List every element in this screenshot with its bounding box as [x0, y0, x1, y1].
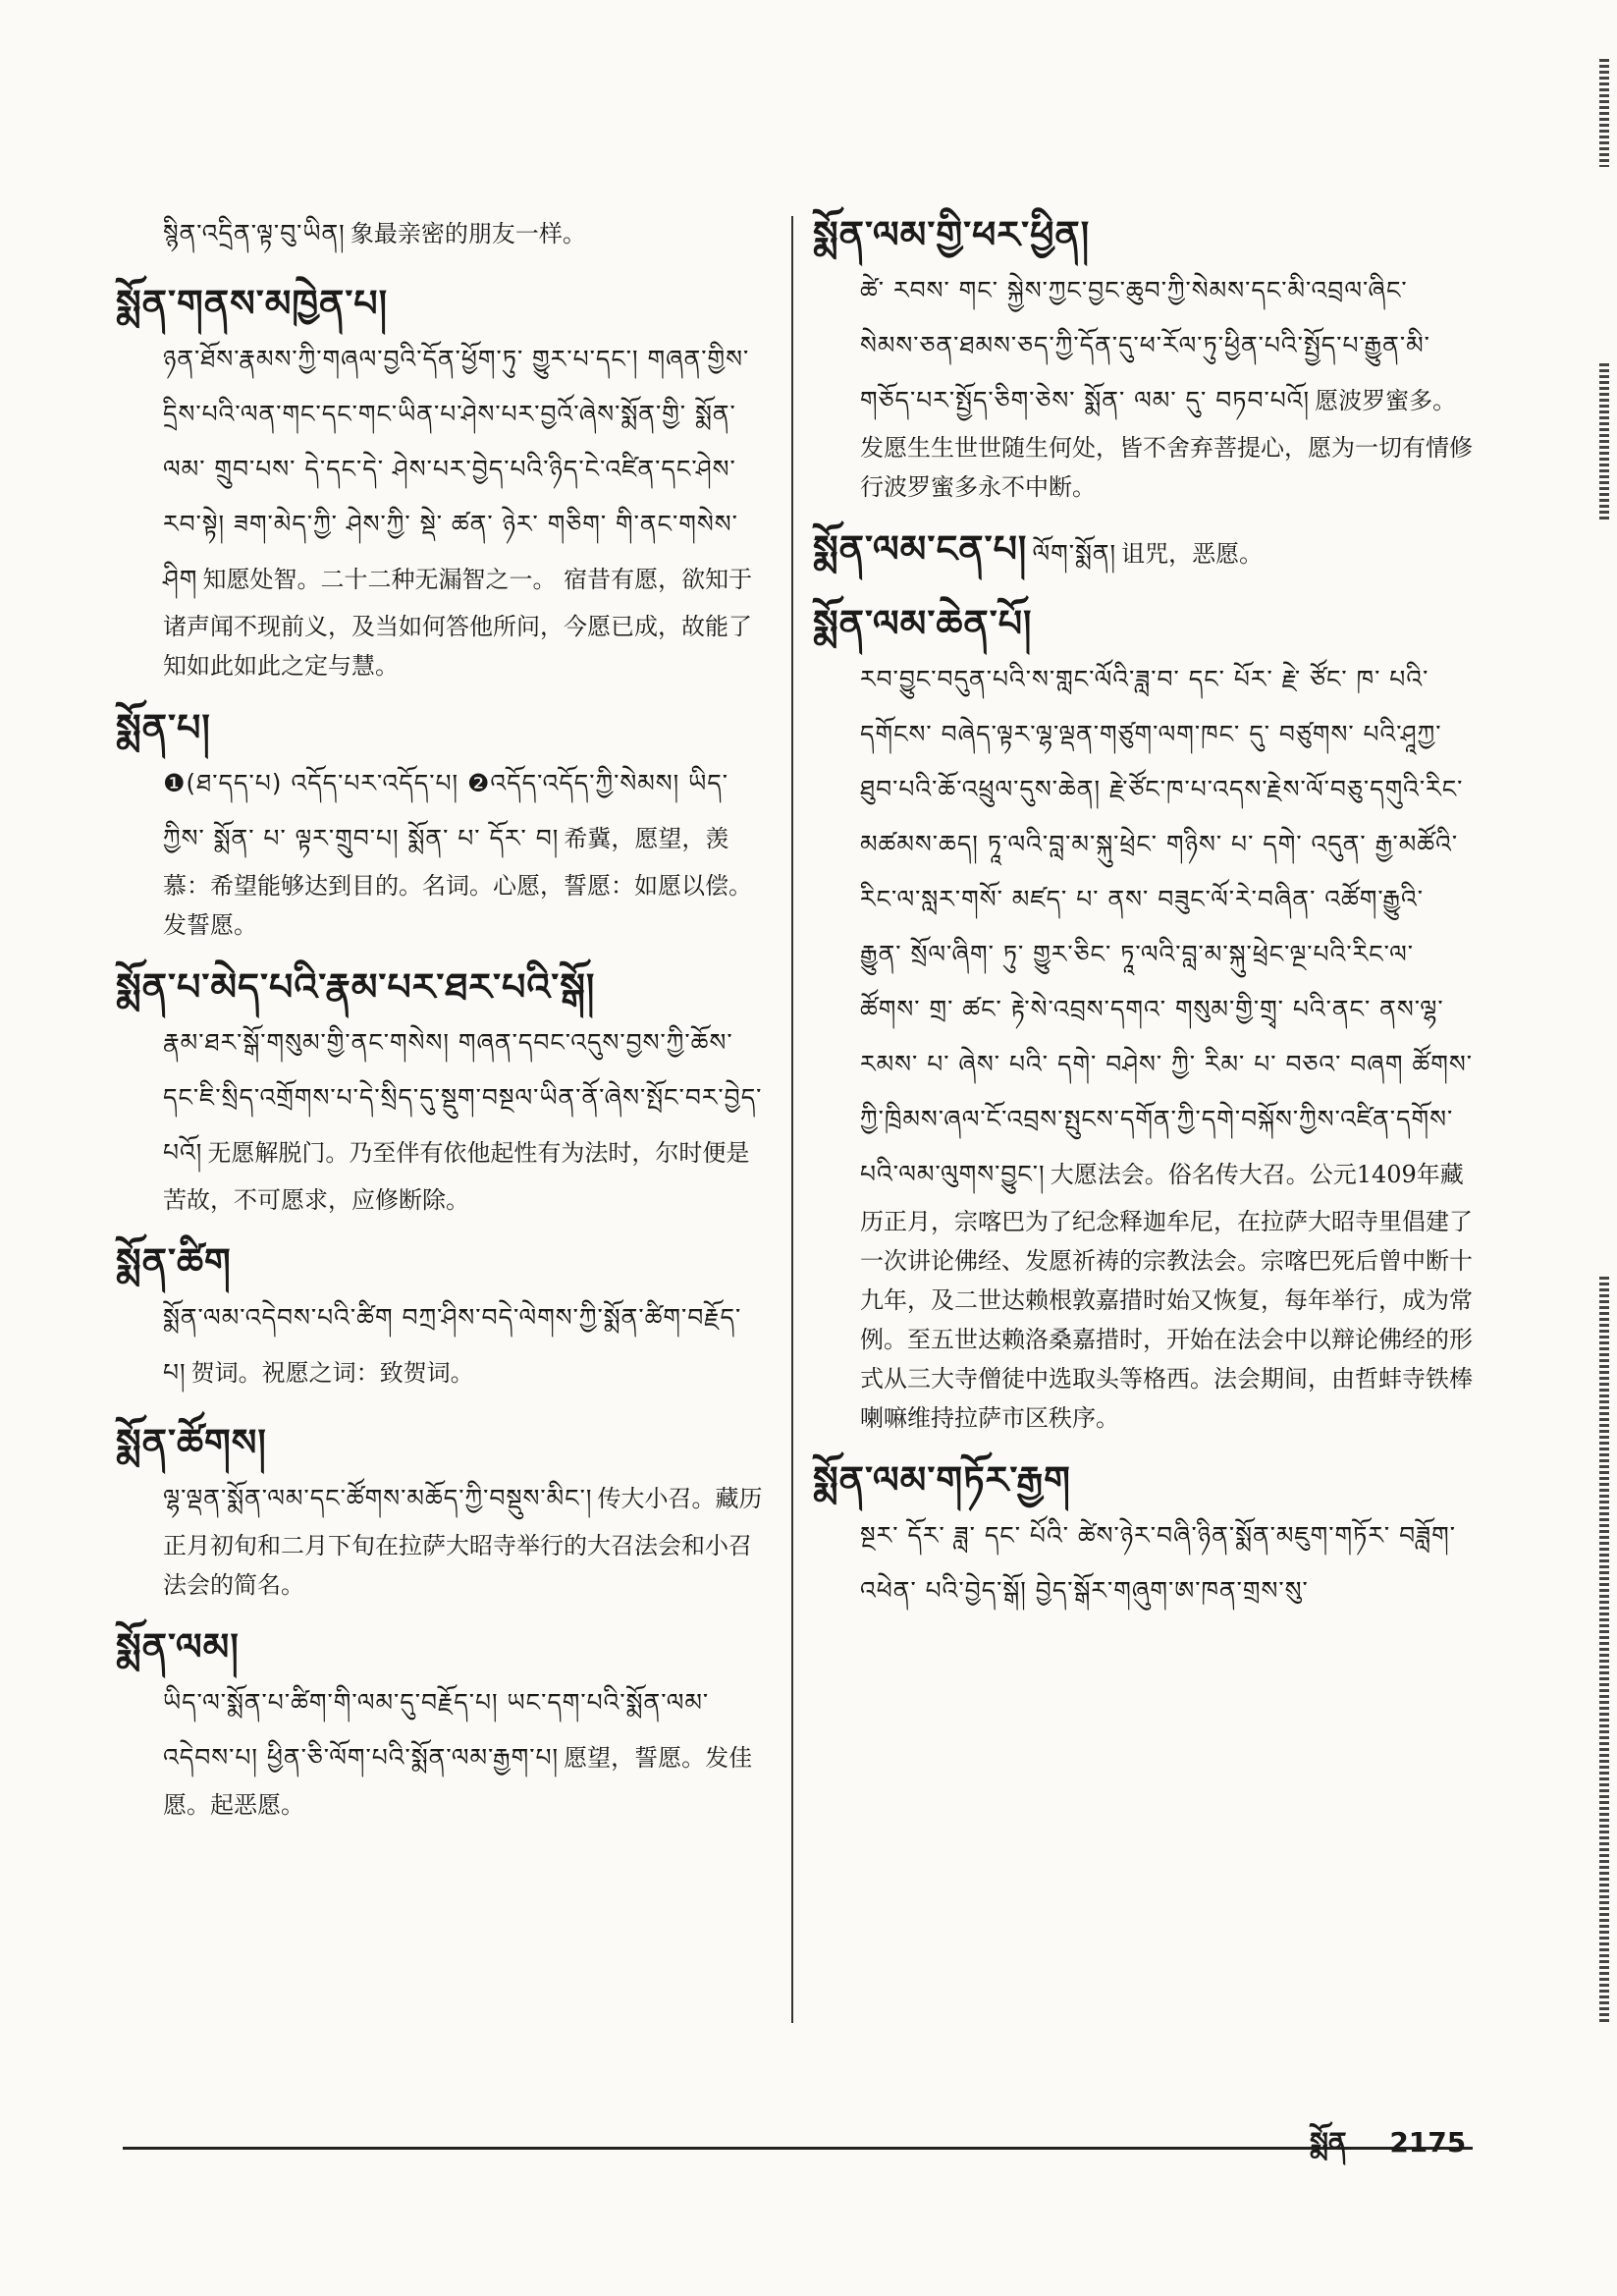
- headword: སྨོན་གནས་མཁྱེན་པ།: [116, 282, 389, 325]
- dictionary-entry: [813, 1451, 1473, 1618]
- entry-body: [813, 1508, 1473, 1618]
- tibetan-definition: སྨོན་ལམ་འདེབས་པའི་ཚིག བཀྲ་ཤིས་བདེ་ལེགས་ཀྱི་སྨོན་ཚིག་བརྗོད་པ།: [163, 1303, 742, 1387]
- dictionary-entry: [116, 1414, 764, 1605]
- tibetan-definition: སྙིན་འདྲིན་ལྟ་བུ་ཡིན།: [163, 219, 346, 247]
- bottom-rule: [123, 2147, 1473, 2150]
- entry-body: [813, 652, 1473, 1438]
- page-number: 2175: [1389, 2126, 1467, 2159]
- chinese-definition: 诅咒，恶愿。: [1121, 540, 1264, 568]
- dictionary-entry: [813, 595, 1473, 1438]
- chinese-definition: 无愿解脱门。乃至伴有依他起性有为法时，尔时便是苦故，不可愿求，应修断除。: [163, 1139, 750, 1214]
- headword: སྨོན་པ་མེད་པའི་རྣམ་པར་ཐར་པའི་སྒོ།: [116, 965, 596, 1009]
- scan-edge-mark: [1599, 59, 1609, 167]
- tibetan-definition: རབ་བྱུང་བདུན་པའི་ས་གླང་ལོའི་ཟླ་བ་ དང་ པོར་ རྗེ་ ཙོང་ ཁ་ པའི་ དགོངས་ བཞེད་ལྟར་ལྷ་ལྡན་གཙུག་ལག་ཁང་ དུ་ བཙུགས་ པའི་ཤཱཀྱ་ཐུབ་པའི་ཆོ་འཕྲུལ་དུས་ཆེན། རྗེ་ཙོང་ཁ་པ་འདས་རྗེས་ལོ་བཅུ་དགུའི་རིང་མཚམས་ཆད། ཏཱ་ལའི་བླ་མ་སྐུ་ཕྲེང་ གཉིས་ པ་ དགེ་ འདུན་ རྒྱ་མཚོའི་རིང་ལ་སླར་གསོ་ མཛད་ པ་ ནས་ བཟུང་ལོ་རེ་བཞིན་ འཚོག་རྒྱུའི་ རྒྱུན་ སྲོལ་ཞིག་ ཏུ་ གྱུར་ཅིང་ ཏཱ་ལའི་བླ་མ་སྐུ་ཕྲེང་ལྔ་པའི་རིང་ལ་ཚོགས་ གྲ་ ཚང་ རྟེ་སེ་འབྲས་དགའ་ གསུམ་གྱི་གྲྭ་ པའི་ནང་ ནས་ལྷ་ རམས་ པ་ ཞེས་ པའི་ དགེ་ བཤེས་ ཀྱི་ རིམ་ པ་ བཅའ་ བཞག ཚོགས་ཀྱི་ཁྲིམས་ཞལ་ངོ་འབྲས་སྤུངས་དགོན་ཀྱི་དགེ་བསྐོས་ཀྱིས་འཛིན་དགོས་པའི་ལམ་ལུགས་བྱུང་།: [860, 665, 1473, 1188]
- chinese-definition: 愿望，誓愿。发佳愿。起恶愿。: [163, 1744, 753, 1819]
- entry-body: [116, 206, 764, 261]
- chinese-definition: 知愿处智。二十二种无漏智之一。 宿昔有愿，欲知于诸声闻不现前义，及当如何答他所问，今愿已成，故能了知如此如此之定与慧。: [163, 566, 753, 680]
- chinese-definition: 愿波罗蜜多。发愿生生世世随生何处，皆不舍弃菩提心，愿为一切有情修行波罗蜜多永不中断。: [860, 387, 1473, 501]
- chinese-definition: 大愿法会。俗名传大召。公元1409年藏历正月，宗喀巴为了纪念释迦牟尼，在拉萨大昭寺里倡建了一次讲论佛经、发愿祈祷的宗教法会。宗喀巴死后曾中断十九年，及二世达赖根敦嘉措时始又恢复，每年举行，成为常例。至五世达赖洛桑嘉措时，开始在法会中以辩论佛经的形式从三大寺僧徒中选取头等格西。法会期间，由哲蚌寺铁棒喇嘛维持拉萨市区秩序。: [860, 1161, 1473, 1432]
- tibetan-definition: ལྷ་ལྡན་སྨོན་ལམ་དང་ཚོགས་མཆོད་ཀྱི་བསྡུས་མིང་།: [163, 1484, 593, 1512]
- headword: སྨོན་པ།: [116, 706, 211, 749]
- headword: སྨོན་ལམ་ཆེན་པོ།: [813, 602, 1033, 645]
- page-footer: [1276, 2111, 1466, 2189]
- tibetan-definition: ཉན་ཐོས་རྣམས་ཀྱི་གཞལ་བྱའི་དོན་ཕྱོག་ཏུ་ གྱུར་པ་དང་། གཞན་གྱིས་དྲིས་པའི་ལན་གང་དང་གང་ཡིན་པ་ཤེས་པར་བྱའོ་ཞེས་སྨོན་གྱི་ སྨོན་ ལམ་ གྲུབ་པས་ དེ་དང་དེ་ ཤེས་པར་བྱེད་པའི་ཉིད་ངེ་འཛིན་དང་ཤེས་རབ་སྟེ། ཟག་མེད་ཀྱི་ ཤེས་ཀྱི་ སྡེ་ ཚན་ ཉེར་ གཅིག་ གི་ནང་གསེས་ཤིག: [163, 345, 750, 593]
- dictionary-entry: [116, 275, 764, 685]
- headword: སྨོན་ལམ་གཏོར་རྒྱག: [813, 1458, 1071, 1502]
- chinese-definition: 象最亲密的朋友一样。: [350, 220, 586, 247]
- tibetan-definition: སྔར་ དོར་ ཟླ་ དང་ པོའི་ ཚེས་ཉེར་བཞི་ཉིན་སྨོན་མཇུག་གཏོར་ བཟློག་ འཕེན་ པའི་བྱེད་སྒོ། བྱེད་སྒོར་གཞུག་ཨ་ཁན་གྲས་སུ་: [860, 1521, 1456, 1605]
- column-divider: [791, 216, 793, 2023]
- dictionary-entry: [116, 958, 764, 1220]
- entry-body: [116, 1675, 764, 1825]
- chinese-definition: 贺词。祝愿之词：致贺词。: [190, 1359, 474, 1387]
- chinese-definition: 希冀，愿望，羡慕：希望能够达到目的。名词。心愿，誓愿：如愿以偿。发誓愿。: [163, 825, 752, 939]
- running-head: སྨོན: [1310, 2126, 1347, 2159]
- dictionary-entry: [813, 520, 1473, 581]
- entry-body: [813, 263, 1473, 507]
- entry-body: [116, 1471, 764, 1605]
- tibetan-definition: རྣམ་ཐར་སྒོ་གསུམ་གྱི་ནང་གསེས། གཞན་དབང་འདུས་བྱས་ཀྱི་ཆོས་དང་ཇི་སྲིད་འགྲོགས་པ་དེ་སྲིད་དུ་སྡུག་བསྔལ་ཡིན་ནོ་ཞེས་སྤོང་བར་བྱེད་པའོ།: [163, 1028, 763, 1167]
- chinese-definition: 传大小召。藏历正月初旬和二月下旬在拉萨大昭寺举行的大召法会和小召法会的简名。: [163, 1485, 763, 1599]
- right-column: [813, 206, 1473, 1632]
- dictionary-entry: [116, 699, 764, 945]
- entry-body: [116, 332, 764, 685]
- left-column: [116, 206, 764, 1838]
- tibetan-definition: ཡིད་ལ་སྨོན་པ་ཚིག་གི་ལམ་དུ་བརྗོད་པ། ཡང་དག་པའི་སྨོན་ལམ་འདེབས་པ། ཕྱིན་ཅི་ལོག་པའི་སྨོན་ལམ་རྒྱག་པ།: [163, 1688, 710, 1772]
- headword: སྨོན་ལམ་ངན་པ།: [813, 527, 1028, 571]
- headword: སྨོན་ཚིག: [116, 1240, 232, 1284]
- tibetan-definition: ལོག་སྨོན།: [1032, 539, 1117, 568]
- dictionary-entry: [116, 1618, 764, 1825]
- dictionary-entry: [116, 206, 764, 261]
- tibetan-definition: ❶(ཐ་དད་པ) འདོད་པར་འདོད་པ། ❷འདོད་འདོད་ཀྱི་སེམས། ཡིད་ཀྱིས་ སྨོན་ པ་ ལྟར་གྲུབ་པ། སྨོན་ པ་ དོར་ བ།: [163, 769, 729, 852]
- dictionary-entry: [116, 1233, 764, 1400]
- headword: སྨོན་ཚོགས།: [116, 1421, 267, 1464]
- scan-edge-mark: [1599, 363, 1609, 520]
- headword: སྨོན་ལམ།: [116, 1625, 240, 1668]
- headword: སྨོན་ལམ་གྱི་ཕར་ཕྱིན།: [813, 213, 1091, 256]
- tibetan-definition: ཚེ་ རབས་ གང་ སྐྱེས་ཀྱང་བྱང་ཆུབ་ཀྱི་སེམས་དང་མི་འབྲལ་ཞིང་ སེམས་ཅན་ཐམས་ཅད་ཀྱི་དོན་དུ་ཕ་རོལ་ཏུ་ཕྱིན་པའི་སྤྱོད་པ་རྒྱུན་མི་གཅོད་པར་སྤྱོད་ཅིག་ཅེས་ སྨོན་ ལམ་ དུ་ བཏབ་པའོ།: [860, 276, 1430, 414]
- scan-edge-mark: [1599, 1277, 1609, 2023]
- entry-body: [116, 756, 764, 945]
- entry-body: [116, 1015, 764, 1220]
- entry-body: [116, 1290, 764, 1400]
- dictionary-entry: [813, 206, 1473, 507]
